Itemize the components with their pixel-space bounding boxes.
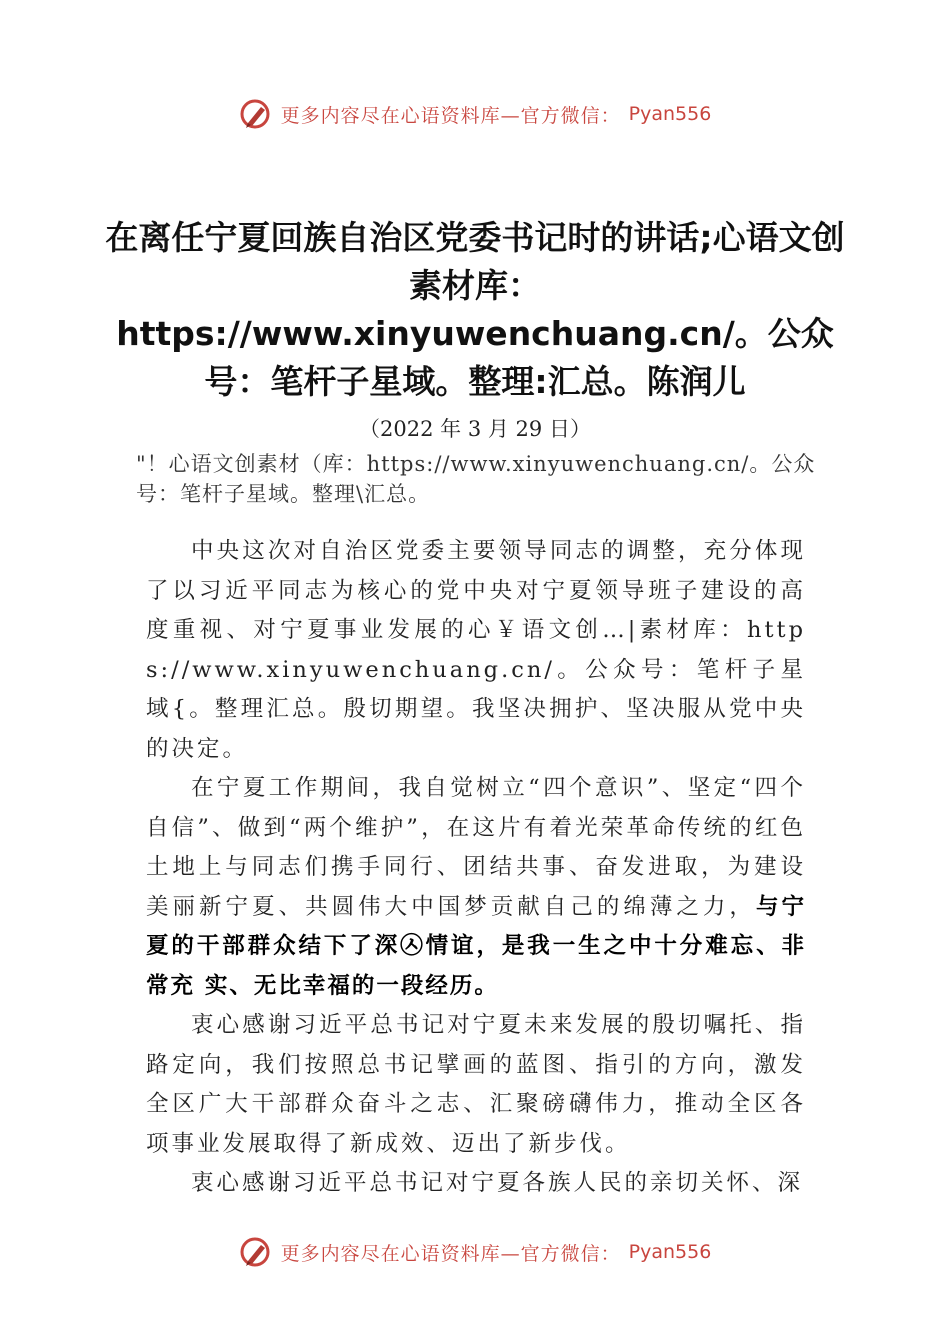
paragraph-text: 在宁夏工作期间，我自觉树立“四个意识”、坚定“四个自信”、做到“两个维护”，在这片有着光荣革命传统的红色土地上与同志们携手同行、团结共事、奋发进取，为建设美丽新宁夏、共圆伟大中国梦贡献自己的绵薄之力， <box>146 775 806 920</box>
paragraph <box>146 1006 806 1164</box>
pen-circle-logo-icon <box>239 1235 273 1269</box>
document-date: （2022 年 3 月 29 日） <box>359 417 591 441</box>
wechat-id: Pyan556 <box>628 1241 712 1263</box>
source-note: "！心语文创素材（库：https://www.xinyuwenchuang.cn/。公众号：笔杆子星域。整理\汇总。 <box>136 452 816 506</box>
paragraph-text: 中央这次对自治区党委主要领导同志的调整，充分体现了以习近平同志为核心的党中央对宁夏领导班子建设的高度重视、对宁夏事业发展的心￥语文创…|素材库：https://www.xinyuwenchuang.cn/。公众号：笔杆子星域{。整理汇总。殷切期望。我坚决拥护、坚决服从党中央的决定。 <box>146 538 806 762</box>
paragraph <box>146 769 806 1006</box>
footer-banner <box>0 1232 950 1272</box>
document-body <box>146 532 806 1204</box>
paragraph-text: 衷心感谢习近平总书记对宁夏各族人民的亲切关怀、深 <box>191 1170 804 1196</box>
paragraph-text: 衷心感谢习近平总书记对宁夏未来发展的殷切嘱托、指路定向，我们按照总书记擘画的蓝图、指引的方向，激发全区广大干部群众奋斗之志、汇聚磅礴伟力，推动全区各项事业发展取得了新成效、迈出了新步伐。 <box>146 1012 806 1157</box>
banner-text: 更多内容尽在心语资料库—官方微信： <box>280 104 621 127</box>
banner-text: 更多内容尽在心语资料库—官方微信： <box>280 1242 621 1265</box>
pen-circle-logo-icon <box>239 97 273 131</box>
document-title: 在离任宁夏回族自治区党委书记时的讲话;心语文创素材库：https://www.xinyuwenchuang.cn/。公众号：笔杆子星域。整理:汇总。陈润儿 <box>105 218 845 401</box>
paragraph <box>146 532 806 769</box>
paragraph <box>146 1164 806 1204</box>
paragraph-bold-text: 与宁夏的干部群众结下了深㉦情谊，是我一生之中十分难忘、非常充 实、无比幸福的一段经历。 <box>146 893 806 999</box>
header-banner <box>0 94 950 134</box>
wechat-id: Pyan556 <box>628 103 712 125</box>
